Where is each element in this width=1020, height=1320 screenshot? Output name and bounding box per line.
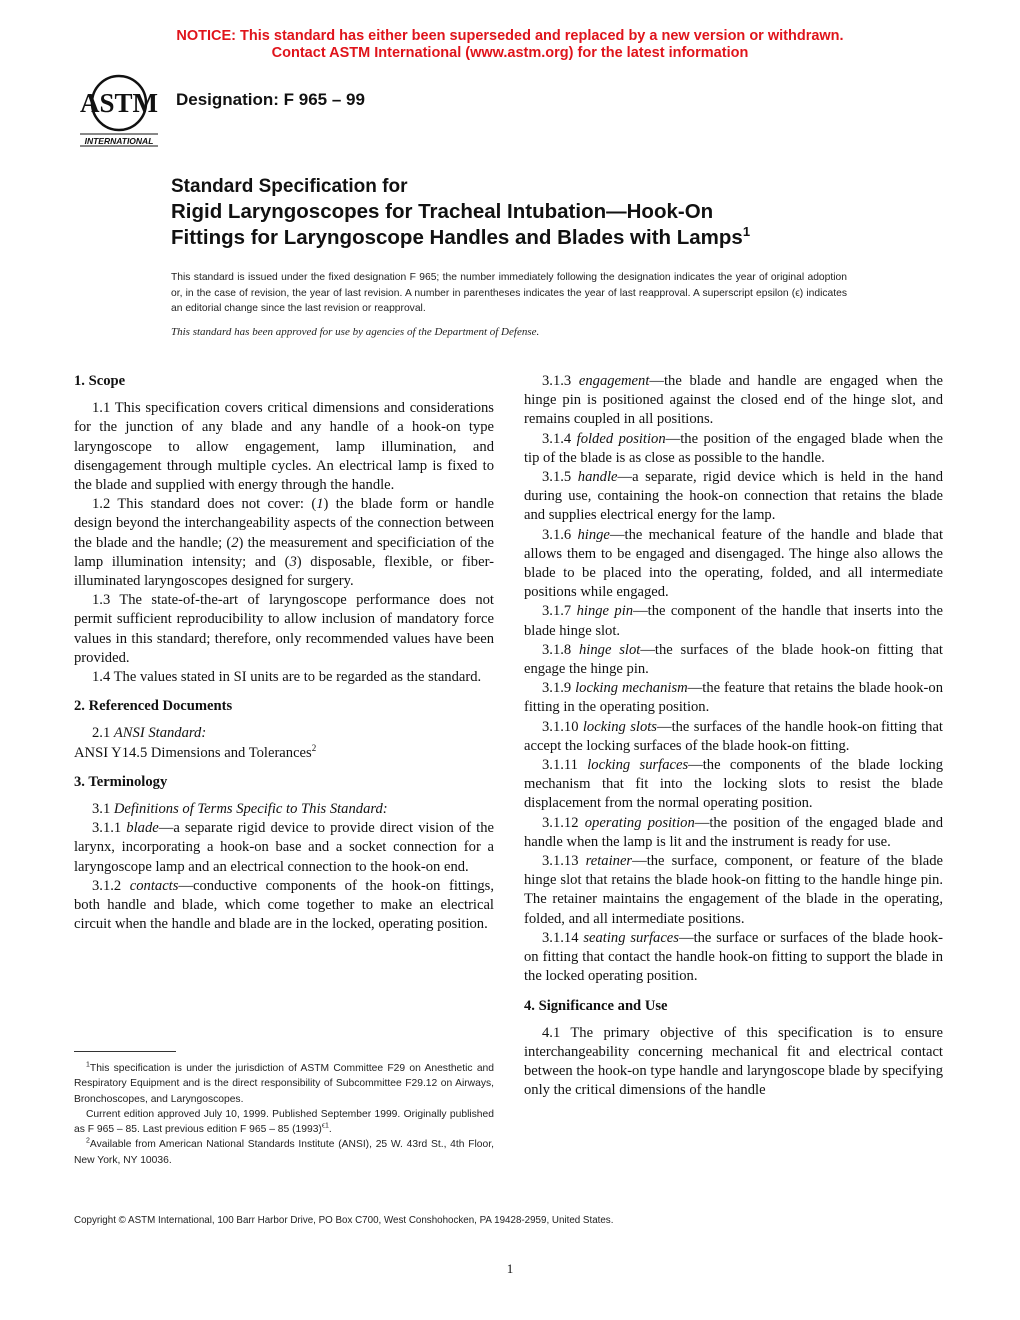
left-column bbox=[74, 372, 494, 934]
term-seating-surfaces: 3.1.14 seating surfaces—the surface or surfaces of the blade hook-on fitting that contact the handle hook-on fitting to support the blade in the locked operating position. bbox=[524, 929, 943, 985]
para-1-2: 1.2 This standard does not cover: (1) the blade form or handle design beyond the interchangeability aspects of the connection between the blade and the handle; (2) the measurement and specificiation of the lamp illumination intensity; and (3) disposable, flexible, or fiber-illuminated laryngoscopes designed for surgery. bbox=[74, 496, 494, 590]
term-locking-mechanism: 3.1.9 locking mechanism—the feature that retains the blade hook-on fitting in the operating position. bbox=[524, 680, 943, 716]
astm-logo bbox=[78, 72, 160, 148]
para-3-1: 3.1 Definitions of Terms Specific to This Standard: bbox=[92, 801, 388, 818]
title-line-3: Fittings for Laryngoscope Handles and Blades with Lamps$^1$ bbox=[171, 224, 751, 249]
notice-line-1: NOTICE: This standard has either been superseded and replaced by a new version or withdrawn. bbox=[176, 28, 844, 44]
copyright-line: Copyright © ASTM International, 100 Barr Harbor Drive, PO Box C700, West Conshohocken, PA 19428-2959, United States. bbox=[74, 1215, 614, 1226]
term-locking-slots: 3.1.10 locking slots—the surfaces of the handle hook-on fitting that accept the locking surfaces of the blade hook-on fitting. bbox=[524, 718, 943, 754]
term-folded-position: 3.1.4 folded position—the position of the engaged blade when the tip of the blade is as close as possible to the handle. bbox=[524, 430, 943, 466]
para-1-4: 1.4 The values stated in SI units are to be regarded as the standard. bbox=[92, 669, 482, 686]
title-footnote-mark: 1 bbox=[742, 224, 751, 240]
term-contacts: 3.1.2 contacts—conductive components of the hook-on fittings, both handle and blade, which come together to make an electrical circuit when the handle and blade are in the locked, operating position. bbox=[74, 877, 495, 933]
term-retainer: 3.1.13 retainer—the surface, component, or feature of the blade hinge slot that retains the blade hook-on fitting to the handle hinge pin. The retainer maintains the engagement of the blade in the operating, folded, and all intermediate positions. bbox=[524, 853, 943, 927]
section-scope-heading: 1. Scope bbox=[74, 373, 126, 389]
term-locking-surfaces: 3.1.11 locking surfaces—the components of the blade locking mechanism that fit into the locking slots to resist the blade displacement from the normal operating position. bbox=[524, 757, 943, 812]
notice-line-2: Contact ASTM International (www.astm.org) for the latest information bbox=[271, 45, 749, 61]
term-blade: 3.1.1 blade—a separate rigid device to provide direct vision of the larynx, incorporating a hook-on base and a socket connection for a laryngoscope lamp and an electrical connection to the hook-on end. bbox=[74, 820, 494, 875]
footnote-1-edition: Current edition approved July 10, 1999. Published September 1999. Originally published as F 965 – 85. Last previous edition F 965 – 85 $(1993)^{\epsilon 1}$. bbox=[74, 1108, 494, 1136]
para-ansi-y14-5: ANSI Y14.5 Dimensions and Tolerances$^2$ bbox=[74, 742, 317, 761]
designation: Designation: F 965 – 99 bbox=[176, 90, 365, 109]
footnotes bbox=[74, 1061, 494, 1168]
right-column bbox=[524, 372, 943, 1101]
para-1-3: 1.3 The state-of-the-art of laryngoscope performance does not permit sufficient reproducibility to allow inclusion of mandatory force values in this standard; therefore, only recommended values have been provided. bbox=[74, 592, 494, 666]
term-operating-position: 3.1.12 operating position—the position of the engaged blade and handle when the lamp is lit and the instrument is ready for use. bbox=[524, 814, 943, 850]
footnote-rule bbox=[74, 1051, 176, 1052]
para-2-1: 2.1 ANSI Standard: bbox=[92, 725, 207, 742]
term-hinge-slot: 3.1.8 hinge slot—the surfaces of the blade hook-on fitting that engage the hinge pin. bbox=[524, 641, 943, 678]
approval-note: This standard has been approved for use by agencies of the Department of Defense. bbox=[171, 326, 540, 338]
withdrawal-notice bbox=[0, 28, 1020, 62]
footnote-2: $^2$Available from American National Standards Institute (ANSI), 25 W. 43rd St., 4th Floor, New York, NY 10036. bbox=[74, 1138, 494, 1166]
term-engagement: 3.1.3 engagement—the blade and handle are engaged when the hinge pin is positioned against the closed end of the hinge slot, and remains coupled in all positions. bbox=[524, 373, 943, 428]
issue-note: This standard is issued under the fixed designation F 965; the number immediately following the designation indicates the year of original adoption or, in the case of revision, the year of last revision. A number in parentheses indicates the year of last reapproval. A superscript epsilon (ϵ) indicates an editorial change since the last revision or reapproval. bbox=[171, 272, 847, 314]
document-title bbox=[171, 175, 951, 251]
title-line-1: Standard Specification for bbox=[171, 176, 408, 197]
para-4-1: 4.1 The primary objective of this specification is to ensure interchangeability concerning mechanical fit and electrical contact between the hook-on type handle and laryngoscope blade by specifying only the critical dimensions of the handle bbox=[524, 1024, 943, 1099]
para-1-1: 1.1 This specification covers critical dimensions and considerations for the junction of any blade and any handle of a hook-on type laryngoscope to allow engagement, lamp illumination, and disengagement through multiple cycles. An electrical lamp is fixed to the blade and supplied with energy through the handle. bbox=[74, 400, 494, 494]
logo-subtitle: INTERNATIONAL bbox=[84, 136, 154, 146]
term-hinge: 3.1.6 hinge—the mechanical feature of the handle and blade that allows them to be engaged and disengaged. The hinge also allows the blade to be placed into the operating, folded, and all intermediate positions while engaged. bbox=[524, 526, 944, 601]
page-number: 1 bbox=[506, 1261, 514, 1276]
title-line-2: Rigid Laryngoscopes for Tracheal Intubation—Hook-On bbox=[171, 200, 714, 223]
term-hinge-pin: 3.1.7 hinge pin—the component of the handle that inserts into the blade hinge slot. bbox=[524, 603, 943, 639]
section-referenced-documents-heading: 2. Referenced Documents bbox=[74, 698, 233, 715]
footnote-1: $^1$This specification is under the jurisdiction of ASTM Committee F29 on Anesthetic and Respiratory Equipment and is the direct responsibility of Subcommittee F29.12 on Airways, Bronchoscopes, and Laryngoscopes. bbox=[74, 1061, 494, 1105]
term-handle: 3.1.5 handle—a separate, rigid device which is held in the hand during use, containing the hook-on connection that retains the blade and supplies electrical energy for the lamp. bbox=[524, 469, 943, 524]
section-significance-heading: 4. Significance and Use bbox=[524, 997, 668, 1014]
logo-letters: ASTM bbox=[79, 88, 159, 118]
section-terminology-heading: 3. Terminology bbox=[74, 773, 168, 790]
